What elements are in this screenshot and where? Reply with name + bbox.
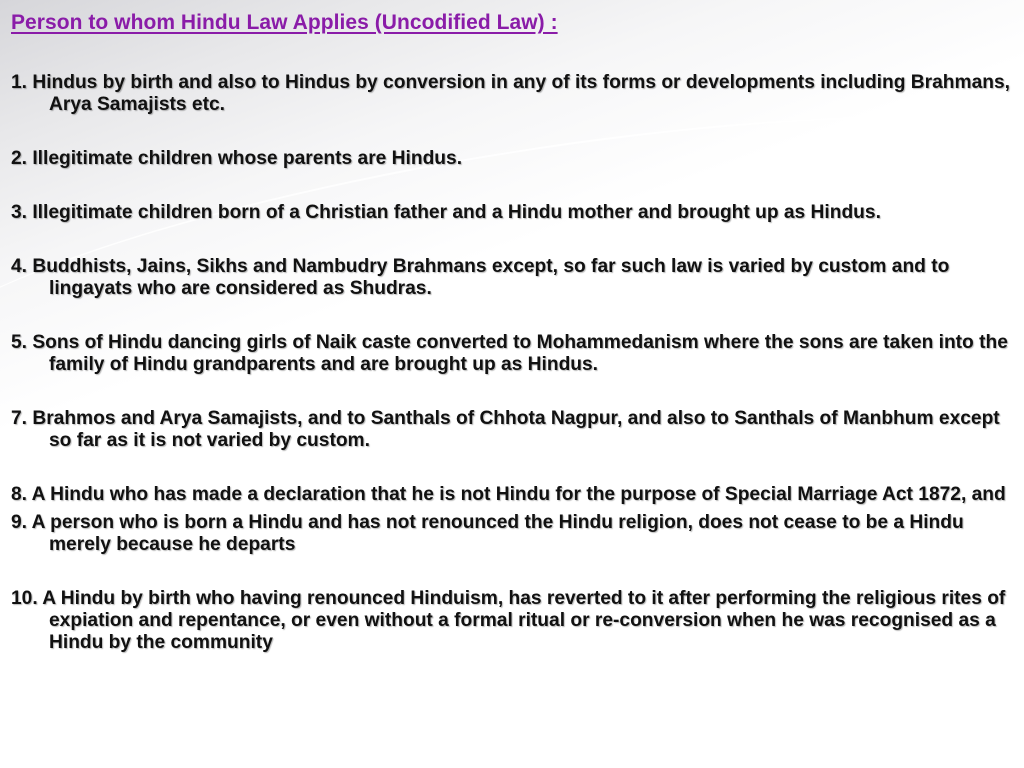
slide-title: Person to whom Hindu Law Applies (Uncodified Law) :: [11, 11, 558, 34]
list-item: 4. Buddhists, Jains, Sikhs and Nambudry Brahmans except, so far such law is varied by custom and to lingayats who are considered as Shudras.: [11, 256, 950, 299]
list-item: 5. Sons of Hindu dancing girls of Naik caste converted to Mohammedanism where the sons are taken into the family of Hindu grandparents and are brought up as Hindus.: [11, 332, 1008, 375]
list-item: 1. Hindus by birth and also to Hindus by conversion in any of its forms or developments including Brahmans, Arya Samajists etc.: [11, 72, 1010, 115]
list-item: 3. Illegitimate children born of a Christian father and a Hindu mother and brought up as Hindus.: [11, 202, 881, 223]
list-item: 9. A person who is born a Hindu and has not renounced the Hindu religion, does not cease to be a Hindu merely because he departs: [11, 512, 964, 555]
list-item: 8. A Hindu who has made a declaration that he is not Hindu for the purpose of Special Marriage Act 1872, and: [11, 484, 1006, 505]
point-list: [11, 72, 1015, 654]
list-item: 7. Brahmos and Arya Samajists, and to Santhals of Chhota Nagpur, and also to Santhals of Manbhum except so far as it is not varied by custom.: [11, 408, 1000, 451]
list-item: 10. A Hindu by birth who having renounced Hinduism, has reverted to it after performing the religious rites of expiation and repentance, or even without a formal ritual or re-conversion when he was recognised as a Hindu by the community: [11, 588, 1006, 653]
list-item: 2. Illegitimate children whose parents are Hindus.: [11, 148, 463, 169]
